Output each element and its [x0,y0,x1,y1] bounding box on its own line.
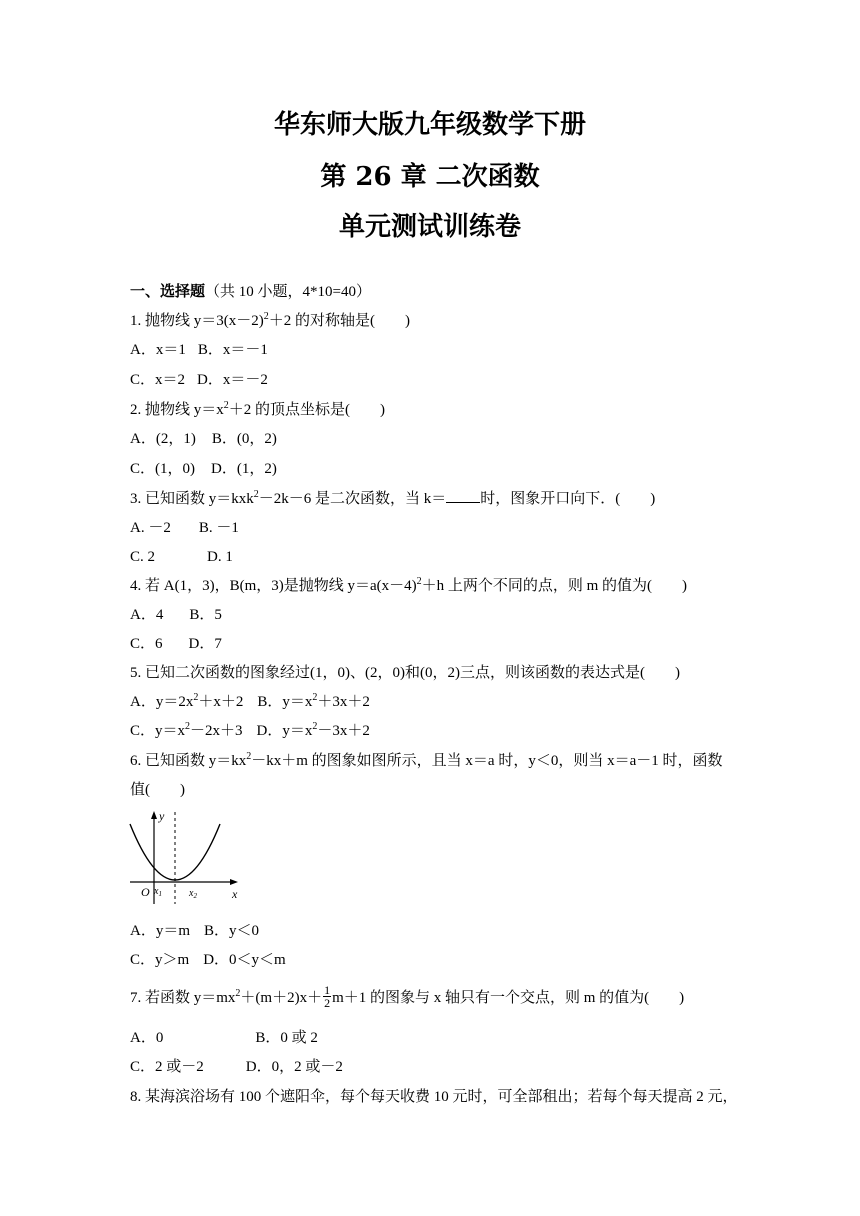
q5-option-a-pre: A．y＝2x [130,694,194,710]
q1-options-row2 [130,370,268,390]
q7-stem-post: m＋1 的图象与 x 轴只有一个交点，则 m 的值为( ) [332,989,685,1006]
q5-option-c-post: －2x＋3 [190,723,243,739]
q3-options-row2 [130,547,233,567]
origin-label: O [141,885,150,899]
q3-stem-pre: 3. 已知函数 y＝kxk [130,491,254,507]
q3-option-a: A. －2 [130,520,171,536]
q6-sup: 2 [246,751,252,762]
q4-option-d: D．7 [188,636,222,652]
q1-stem-pre: 1. 抛物线 y＝3(x－2) [130,313,264,329]
section-heading [130,282,371,302]
q5-option-a-post: ＋x＋2 [198,694,244,710]
q3-stem-mid: －2k－6 是二次函数，当 k＝ [258,491,447,507]
q2-sup: 2 [223,400,229,411]
q7-frac-den: 2 [324,996,331,1010]
q6-option-d: D．0＜y＜m [203,952,286,968]
q5-option-d-post: －3x＋2 [317,723,370,739]
q2-option-a: A．(2，1) [130,431,196,447]
q4-options-row2 [130,634,222,654]
q1-option-a: A．x＝1 [130,342,186,358]
q1-sup: 2 [263,311,269,322]
q2-stem-post: ＋2 的顶点坐标是( ) [228,402,386,418]
x1-label: $x_1$ [154,886,162,898]
q3-options-row1 [130,518,239,538]
q2-option-d: D．(1，2) [211,461,277,477]
q3-stem-post: 时，图象开口向下．( ) [480,491,656,507]
q4-stem-post: ＋h 上两个不同的点，则 m 的值为( ) [421,578,688,594]
q5-option-a-sup: 2 [193,692,199,703]
section-title: 一、选择题 [130,284,206,300]
q2-stem-pre: 2. 抛物线 y＝x [130,402,224,418]
q4-options-row1 [130,605,222,625]
q6-options-row1 [130,921,259,941]
q1-options-row1 [130,340,268,360]
section-note: （共 10 小题，4*10=40） [205,284,371,300]
q1-stem [130,311,410,331]
q4-option-b: B．5 [189,607,222,623]
q7-fraction [323,984,331,1009]
q6-option-c: C．y＞m [130,952,190,968]
q2-option-b: B．(0，2) [211,431,277,447]
q6-stem [130,751,723,771]
q7-options-row1 [130,1028,318,1048]
q8-stem: 8. 某海滨浴场有 100 个遮阳伞，每个每天收费 10 元时，可全部租出；若每个每天提高 2 元， [130,1089,738,1105]
q3-stem [130,488,655,509]
q6-parabola-graph [126,806,246,908]
q2-option-c: C．(1，0) [130,461,195,477]
q3-answer-blank [446,488,480,503]
y-axis-arrow [151,811,157,819]
q7-frac-num: 1 [324,983,331,997]
q1-option-b: B．x＝－1 [197,342,268,358]
q7-option-b: B．0 或 2 [255,1030,318,1046]
chapter-title: 第 26 章 二次函数 [320,162,540,192]
q1-option-d: D．x＝－2 [197,372,268,388]
q1-option-c: C．x＝2 [130,372,186,388]
q3-option-c: C. 2 [130,549,156,565]
q5-option-c-sup: 2 [185,721,191,732]
q5-option-d-sup: 2 [312,721,318,732]
q7-options-row2 [130,1057,343,1077]
q7-option-a: A．0 [130,1030,164,1046]
q7-stem-pre: 7. 若函数 y＝mx [130,989,236,1006]
q3-option-d: D. 1 [207,549,233,565]
q5-option-b-sup: 2 [312,692,318,703]
q3-option-b: B. －1 [198,520,239,536]
q2-stem [130,400,385,420]
q2-options-row1 [130,429,277,449]
q4-option-c: C．6 [130,636,163,652]
q7-option-d: D．0，2 或－2 [245,1059,343,1075]
q6-options-row2 [130,950,286,970]
q4-option-a: A．4 [130,607,164,623]
q7-stem-mid: ＋(m＋2)x＋ [240,989,323,1006]
q6-option-b: B．y＜0 [204,923,260,939]
x2-label: $x_2$ [189,888,197,900]
q6-stem-line2: 值( ) [130,782,185,798]
q7-stem [130,983,685,1011]
q5-option-b-pre: B．y＝x [257,694,313,710]
doc-title: 华东师大版九年级数学下册 [273,110,586,140]
q5-options-row2 [130,721,370,741]
q4-stem-pre: 4. 若 A(1，3)，B(m，3)是抛物线 y＝a(x－4) [130,578,417,594]
x-axis-arrow [230,879,238,885]
doc-subtitle: 单元测试训练卷 [338,212,521,242]
q4-sup: 2 [416,576,422,587]
q1-stem-post: ＋2 的对称轴是( ) [268,313,410,329]
q5-stem: 5. 已知二次函数的图象经过(1，0)、(2，0)和(0，2)三点，则该函数的表达式是( ) [130,665,680,681]
y-axis-label: y [159,809,165,823]
q6-stem-post: －kx＋m 的图象如图所示，且当 x＝a 时，y＜0，则当 x＝a－1 时，函数 [251,753,723,769]
q5-option-b-post: ＋3x＋2 [317,694,370,710]
q7-sup: 2 [235,987,241,999]
q4-stem [130,576,687,596]
q3-sup: 2 [253,489,259,500]
x-axis-label: x [232,887,238,901]
q6-option-a: A．y＝m [130,923,191,939]
q5-option-d-pre: D．y＝x [256,723,313,739]
q5-options-row1 [130,692,370,712]
q5-option-c-pre: C．y＝x [130,723,186,739]
q6-stem-pre: 6. 已知函数 y＝kx [130,753,247,769]
q7-option-c: C．2 或－2 [130,1059,204,1075]
q2-options-row2 [130,459,277,479]
